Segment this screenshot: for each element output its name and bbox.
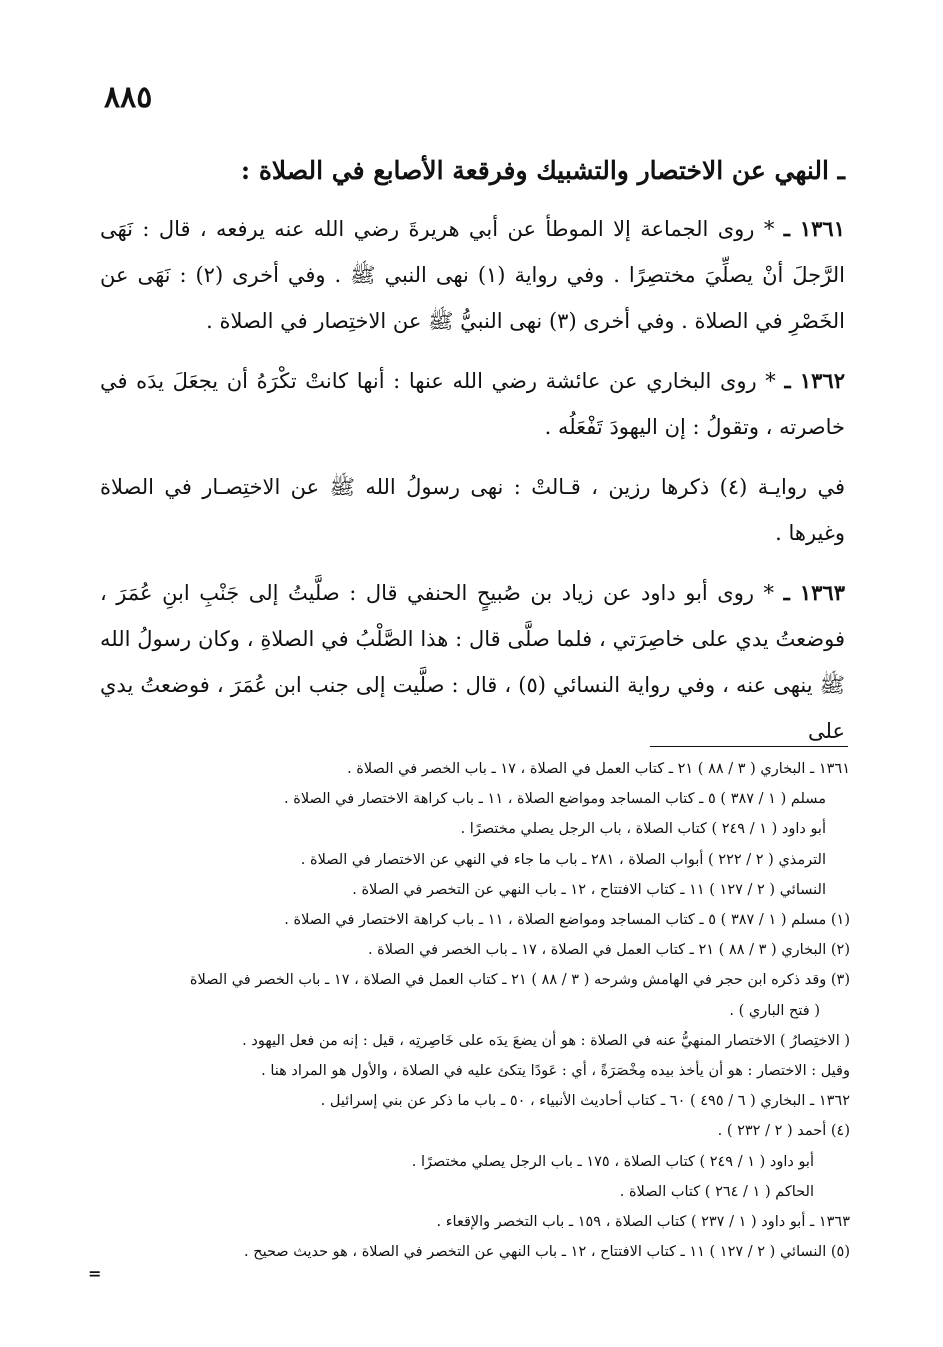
- paragraph-text: في روايـة (٤) ذكرها رزين ، قـالتْ : نهى رسولُ الله ﷺ عن الاختِصـار في الصلاة وغيرها .: [100, 475, 845, 545]
- footnote-line: (٢) البخاري ( ٣ / ٨٨ ) ٢١ ـ كتاب العمل في الصلاة ، ١٧ ـ باب الخصر في الصلاة .: [367, 942, 850, 959]
- footnote-line: ١٣٦٢ ـ البخاري ( ٦ / ٤٩٥ ) ٦٠ ـ كتاب أحاديث الأنبياء ، ٥٠ ـ باب ما ذكر عن بني إسرائيل .: [320, 1093, 850, 1110]
- paragraph-text: * روى أبو داود عن زياد بن صُبيحٍ الحنفي قال : صلَّيتُ إلى جَنْبِ ابنِ عُمَرَ ، فوضعتُ يدي على خاصِرَتي ، فلما صلَّى قال : هذا الصَّلْبُ في الصلاةِ ، وكان رسولُ الله ﷺ ينهى عنه ، وفي رواية النسائي (٥) ، قال : صلَّيت إلى جنب ابن عُمَرَ ، فوضعتُ يدي على: [100, 581, 846, 743]
- paragraph-text: * روى الجماعة إلا الموطأ عن أبي هريرةَ رضي الله عنه يرفعه ، قال : نَهَى الرَّجلَ أنْ يصلِّيَ مختصِرًا . وفي رواية (١) نهى النبي ﷺ . وفي أخرى (٢) : نَهَى عن الخَصْرِ في الصلاة . وفي أخرى (٣) نهى النبيُّ ﷺ عن الاختِصار في الصلاة .: [100, 217, 845, 333]
- paragraph-text: * روى البخاري عن عائشة رضي الله عنها : أنها كانتْ تكْرَهُ أن يجعَلَ يدَه في خاصرته ، وتقولُ : إن اليهودَ تَفْعَلُه .: [100, 369, 845, 439]
- footnote-line: وقيل : الاختصار : هو أن يأخذ بيده مِخْصَرَةً ، أي : عَودًا يتكئ عليه في الصلاة ، والأول هو المراد هنا .: [261, 1063, 850, 1080]
- footnote-line: الحاكم ( ١ / ٢٦٤ ) كتاب الصلاة .: [619, 1183, 814, 1200]
- hadith-number: ١٣٦١ ـ: [783, 216, 845, 241]
- footnote-line: ١٣٦٣ ـ أبو داود ( ١ / ٢٣٧ ) كتاب الصلاة ، ١٥٩ ـ باب التخصر والإقعاء .: [436, 1214, 850, 1231]
- paragraph: [100, 358, 845, 450]
- footnote-line: (٣) وقد ذكره ابن حجر في الهامش وشرحه ( ٣ / ٨٨ ) ٢١ ـ كتاب العمل في الصلاة ، ١٧ ـ باب الخصر في الصلاة: [189, 972, 850, 989]
- footnote-line: النسائي ( ٢ / ١٢٧ ) ١١ ـ كتاب الافتتاح ، ١٢ ـ باب النهي عن التخصر في الصلاة .: [352, 881, 826, 898]
- footnote-line: (٤) أحمد ( ٢ / ٢٣٢ ) .: [717, 1123, 850, 1140]
- footnote-line: ( فتح الباري ) .: [729, 1002, 820, 1019]
- paragraph: [100, 570, 845, 754]
- footnote-line: ( الاختِصارُ ) الاختصار المنهيُّ عنه في الصلاة : هو أن يضعَ يدَه على خَاصِرتِه ، قيل : إنه من فعل اليهود .: [242, 1032, 850, 1049]
- hadith-number: ١٣٦٣ ـ: [783, 580, 845, 605]
- footnote-line: أبو داود ( ١ / ٢٤٩ ) كتاب الصلاة ، ١٧٥ ـ باب الرجل يصلي مختصرًا .: [411, 1153, 814, 1170]
- footnote-line: (٥) النسائي ( ٢ / ١٢٧ ) ١١ ـ كتاب الافتتاح ، ١٢ ـ باب النهي عن التخصر في الصلاة ، هو حديث صحيح .: [243, 1244, 850, 1261]
- footnote-line: أبو داود ( ١ / ٢٤٩ ) كتاب الصلاة ، باب الرجل يصلي مختصرًا .: [460, 821, 826, 838]
- footnote-separator: [650, 746, 848, 747]
- page-number: ٨٨٥: [104, 80, 153, 115]
- footnotes: [90, 754, 850, 1267]
- paragraph: [100, 206, 845, 344]
- paragraph: [100, 464, 845, 556]
- section-heading: ـ النهي عن الاختصار والتشبيك وفرقعة الأصابع في الصلاة :: [240, 156, 845, 185]
- continuation-mark: =: [88, 1264, 102, 1283]
- footnote-line: مسلم ( ١ / ٣٨٧ ) ٥ ـ كتاب المساجد ومواضع الصلاة ، ١١ ـ باب كراهة الاختصار في الصلاة .: [284, 791, 826, 808]
- footnote-line: ١٣٦١ ـ البخاري ( ٣ / ٨٨ ) ٢١ ـ كتاب العمل في الصلاة ، ١٧ ـ باب الخصر في الصلاة .: [347, 761, 850, 777]
- footnote-line: الترمذي ( ٢ / ٢٢٢ ) أبواب الصلاة ، ٢٨١ ـ باب ما جاء في النهي عن الاختصار في الصلاة .: [300, 851, 826, 868]
- hadith-number: ١٣٦٢ ـ: [784, 368, 845, 393]
- paragraph-list: [100, 206, 845, 754]
- main-text: [100, 150, 845, 768]
- footnote-line: (١) مسلم ( ١ / ٣٨٧ ) ٥ ـ كتاب المساجد ومواضع الصلاة ، ١١ ـ باب كراهة الاختصار في الصلاة .: [284, 912, 850, 929]
